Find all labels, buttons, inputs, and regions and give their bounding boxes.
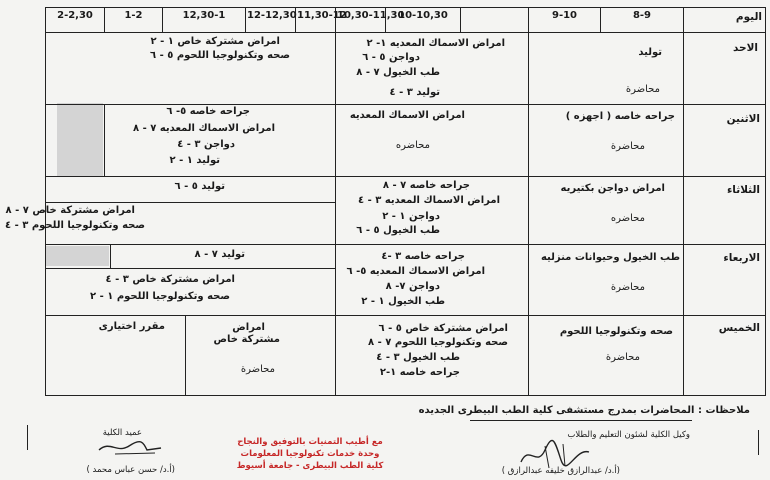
header-day-label: اليوم: [735, 11, 762, 23]
day-sunday: الاحد: [732, 42, 758, 54]
header-time-2: 1-2: [124, 10, 143, 21]
grid-line: [245, 7, 246, 32]
thursday-slot1-type: محاضرة: [605, 352, 640, 363]
tuesday-slot3b-line2: صحه وتكنولوجيا اللحوم ٣ - ٤: [5, 220, 145, 231]
vice-dean-name: (أ.د/ عبدالرازق خليفه عبدالرازق ): [501, 466, 620, 476]
sunday-slot2-line3: طب الخيول ٧ - ٨: [356, 67, 440, 78]
grid-line: [45, 268, 335, 269]
sunday-slot1-type: محاضرة: [625, 84, 660, 95]
grid-line: [110, 244, 111, 268]
grid-line: [185, 315, 186, 395]
tuesday-slot2-line3: دواجن ١ - ٢: [382, 211, 440, 222]
thursday-slot2-line3: طب الخيول ٣ - ٤: [376, 352, 460, 363]
monday-slot3-line2: امراض الاسماك المعديه ٧ - ٨: [133, 123, 275, 134]
day-wednesday: الاربعاء: [723, 252, 760, 264]
grid-line: [600, 7, 601, 32]
tuesday-slot3a: توليد ٥ - ٦: [174, 181, 225, 192]
monday-slot1-title: جراحه خاصه ( اجهزه ): [565, 111, 675, 122]
grid-line: [45, 244, 765, 245]
wish-line-3: كلية الطب البيطرى - جامعة أسيوط: [236, 461, 384, 471]
grid-line: [45, 176, 765, 177]
wednesday-slot2-line4: طب الخيول ١ - ٢: [361, 296, 445, 307]
wednesday-slot1-title: طب الخيول وحيوانات منزليه: [540, 252, 680, 263]
shaded-cell-wednesday: [45, 246, 109, 266]
sunday-slot2-line4: توليد ٣ - ٤: [389, 87, 440, 98]
header-time-7: 10-10,30: [398, 10, 448, 21]
wednesday-slot2-line1: جراحه خاصه ٣ -٤: [381, 251, 465, 262]
grid-line: [683, 7, 684, 396]
day-monday: الاثنين: [726, 113, 760, 125]
header-time-5: 11,30-12: [297, 10, 347, 21]
monday-slot3-line3: دواجن ٣ - ٤: [177, 139, 235, 150]
thursday-slot2-line1: امراض مشتركة خاص ٥ - ٦: [378, 323, 508, 334]
wednesday-slot2-line3: دواجن ٧- ٨: [385, 281, 440, 292]
wednesday-slot3b-line1: امراض مشتركة خاص ٣ - ٤: [105, 274, 235, 285]
header-time-4: 12-12,30: [247, 10, 297, 21]
sunday-slot2-line1: امراض الاسماك المعديه ١- ٢: [366, 38, 505, 49]
dean-title: عميد الكلية: [102, 428, 142, 438]
grid-line: [162, 7, 163, 32]
header-time-6: 10,30-11,30: [337, 10, 405, 21]
tuesday-slot2-line1: جراحه خاصه ٧ - ٨: [382, 180, 470, 191]
grid-line: [104, 104, 105, 176]
sunday-slot3-line1: امراض مشتركة خاص ١ - ٢: [150, 36, 280, 47]
wish-line-1: مع أطيب التمنيات بالتوفيق والنجاح: [237, 437, 383, 447]
monday-slot3-line4: توليد ١ - ٢: [169, 155, 220, 166]
grid-line: [45, 32, 765, 33]
grid-line: [45, 395, 765, 396]
grid-line: [45, 202, 335, 203]
grid-line: [460, 7, 461, 32]
tuesday-slot2-line4: طب الخيول ٥ - ٦: [356, 225, 440, 236]
margin-mark: [758, 430, 759, 455]
header-time-3: 12,30-1: [182, 10, 226, 21]
footer-note: ملاحظات : المحاضرات بمدرج مستشفى كلية الطب البيطرى الجديده: [418, 405, 750, 416]
dean-name: (أ.د/ حسن عباس محمد ): [86, 465, 175, 475]
note-underline: [470, 420, 692, 421]
thursday-slot3-subtitle: مشتركة خاص: [213, 334, 280, 345]
header-time-9: 8-9: [632, 10, 652, 21]
monday-slot1-type: محاضرة: [610, 141, 645, 152]
thursday-slot2-line2: صحه وتكنولوجيا اللحوم ٧ - ٨: [368, 337, 508, 348]
wednesday-slot1-type: محاضرة: [610, 282, 645, 293]
thursday-slot2-line4: جراحه خاصه ١-٢: [379, 367, 460, 378]
grid-line: [335, 7, 336, 396]
monday-slot2-type: محاضره: [395, 140, 430, 151]
grid-line: [45, 315, 765, 316]
wish-line-2: وحدة خدمات تكنولوجيا المعلومات: [240, 449, 380, 459]
sunday-slot3-line2: صحه وتكنولوجيا اللحوم ٥ - ٦: [150, 50, 290, 61]
shaded-cell-monday: [57, 103, 103, 177]
wednesday-slot3a: توليد ٧ - ٨: [194, 249, 245, 260]
grid-line: [528, 7, 529, 396]
monday-slot2-title: امراض الاسماك المعديه: [349, 110, 465, 121]
header-time-8: 9-10: [551, 10, 578, 21]
thursday-slot3-title: امراض: [232, 322, 265, 333]
sunday-slot1-title: توليد: [638, 47, 662, 58]
wednesday-slot3b-line2: صحه وتكنولوجيا اللحوم ١ - ٢: [90, 291, 230, 302]
tuesday-slot2-line2: امراض الاسماك المعديه ٣ - ٤: [358, 195, 500, 206]
header-time-1: 2-2,30: [57, 10, 93, 21]
dean-signature: [95, 436, 165, 458]
tuesday-slot1-title: امراض دواجن بكتيريه: [560, 183, 665, 194]
thursday-elective: مقرر اختيارى: [98, 321, 165, 332]
grid-line: [45, 104, 765, 105]
tuesday-slot1-type: محاضره: [610, 213, 645, 224]
day-tuesday: الثلاثاء: [726, 184, 760, 196]
margin-mark: [27, 425, 28, 450]
sunday-slot2-line2: دواجن ٥ - ٦: [362, 52, 420, 63]
wednesday-slot2-line2: امراض الاسماك المعديه ٥- ٦: [346, 266, 485, 277]
thursday-slot3-type: محاضرة: [240, 364, 275, 375]
tuesday-slot3b-line1: امراض مشتركة خاص ٧ - ٨: [5, 205, 135, 216]
grid-line: [45, 7, 765, 8]
grid-line: [104, 7, 105, 32]
monday-slot3-line1: جراحه خاصه ٥- ٦: [166, 106, 250, 117]
grid-line: [45, 7, 46, 396]
vice-dean-title: وكيل الكلية لشئون التعليم والطلاب: [567, 430, 690, 440]
grid-line: [765, 7, 766, 396]
day-thursday: الخميس: [718, 322, 760, 334]
thursday-slot1-title: صحه وتكنولوجيا اللحوم: [559, 326, 673, 337]
